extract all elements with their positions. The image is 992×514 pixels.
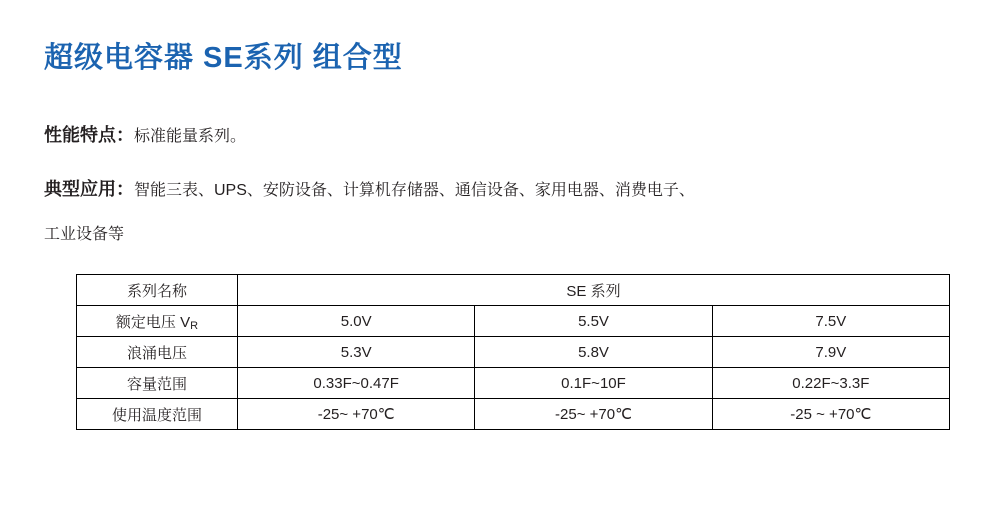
spec-block (44, 120, 948, 248)
table-cell: -25~ +70℃ (475, 399, 712, 430)
table-row (77, 399, 950, 430)
table-row (77, 368, 950, 399)
table-cell: 7.5V (712, 306, 949, 337)
table-rowheader-rated-voltage (77, 306, 238, 337)
spec-label-applications: 典型应用： (44, 179, 134, 199)
table-cell: 0.1F~10F (475, 368, 712, 399)
table-row (77, 337, 950, 368)
table-cell: 5.5V (475, 306, 712, 337)
table-rowheader-capacitance-range: 容量范围 (77, 368, 238, 399)
table-cell: 0.33F~0.47F (238, 368, 475, 399)
table-row (77, 275, 950, 306)
rowheader-text: 额定电压 V (115, 313, 191, 331)
spec-applications-continuation: 工业设备等 (44, 226, 125, 243)
spec-value-features: 标准能量系列。 (134, 128, 247, 145)
rowheader-subscript: R (190, 319, 199, 332)
specifications-table (76, 274, 950, 430)
spec-row-applications (44, 174, 948, 206)
table-cell: 7.9V (712, 337, 949, 368)
table-cell: -25~ +70℃ (238, 399, 475, 430)
table-cell: 0.22F~3.3F (712, 368, 949, 399)
spec-label-features: 性能特点： (44, 125, 134, 145)
table-row (77, 306, 950, 337)
table-rowheader-temperature-range: 使用温度范围 (77, 399, 238, 430)
table-cell-series-name-label: 系列名称 (77, 275, 238, 306)
table-cell-series-name-value: SE 系列 (238, 275, 950, 306)
page-title: 超级电容器 SE系列 组合型 (44, 42, 403, 74)
spec-value-applications: 智能三表、UPS、安防设备、计算机存储器、通信设备、家用电器、消费电子、 (134, 182, 695, 199)
table-cell: -25 ~ +70℃ (712, 399, 949, 430)
table-cell: 5.0V (238, 306, 475, 337)
spec-row-features (44, 120, 948, 152)
table-rowheader-surge-voltage: 浪涌电压 (77, 337, 238, 368)
table-cell: 5.8V (475, 337, 712, 368)
table-cell: 5.3V (238, 337, 475, 368)
